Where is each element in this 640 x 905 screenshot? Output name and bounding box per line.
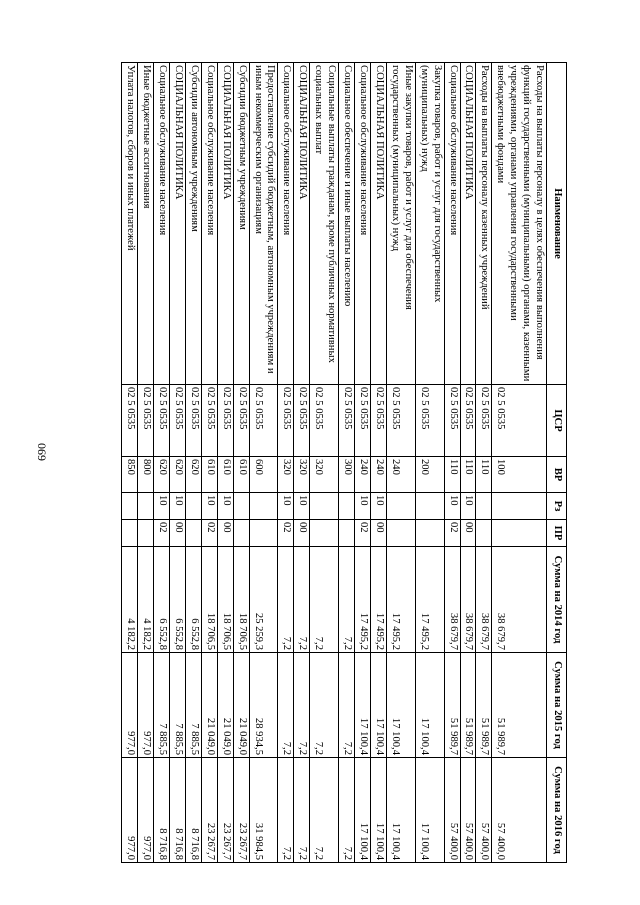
header-name: Наименование [547, 63, 567, 385]
cell-name: Социальное обслуживание населения [355, 63, 371, 385]
table-row [217, 63, 233, 863]
cell-vr: 240 [386, 457, 415, 493]
cell-vr: 300 [339, 457, 355, 493]
cell-rz: 10 [371, 493, 387, 520]
cell-pr: 02 [444, 520, 460, 547]
cell-csr: 02 5 0535 [154, 385, 170, 457]
header-csr: ЦСР [547, 385, 567, 457]
cell-y2015: 51 989,7 [444, 653, 460, 758]
cell-y2014: 18 706,5 [201, 547, 217, 653]
cell-csr: 02 5 0535 [476, 385, 492, 457]
cell-name: Социальное обслуживание населения [278, 63, 294, 385]
header-rz: Рз [547, 493, 567, 520]
cell-y2016: 17 100,4 [386, 758, 415, 863]
cell-csr: 02 5 0535 [492, 385, 547, 457]
cell-csr: 02 5 0535 [233, 385, 249, 457]
cell-name: СОЦИАЛЬНАЯ ПОЛИТИКА [294, 63, 310, 385]
page-number: 690 [34, 443, 49, 461]
cell-name: Закупка товаров, работ и услуг для государственных (муниципальных) нужд [415, 63, 444, 385]
table-row [233, 63, 249, 863]
cell-y2016: 23 267,7 [217, 758, 233, 863]
cell-csr: 02 5 0535 [460, 385, 476, 457]
cell-y2016: 8 716,8 [154, 758, 170, 863]
table-row [339, 63, 355, 863]
table-row [278, 63, 294, 863]
cell-y2015: 7 885,5 [185, 653, 201, 758]
cell-y2016: 17 100,4 [355, 758, 371, 863]
cell-y2014: 25 259,3 [249, 547, 278, 653]
cell-y2016: 977,0 [122, 758, 138, 863]
cell-vr: 620 [170, 457, 186, 493]
cell-vr: 850 [122, 457, 138, 493]
cell-vr: 320 [278, 457, 294, 493]
cell-y2014: 17 495,2 [415, 547, 444, 653]
cell-y2014: 17 495,2 [386, 547, 415, 653]
cell-pr: 00 [371, 520, 387, 547]
cell-y2016: 23 267,7 [201, 758, 217, 863]
cell-y2014: 7,2 [294, 547, 310, 653]
table-row [201, 63, 217, 863]
cell-pr: 02 [201, 520, 217, 547]
cell-y2014: 38 679,7 [492, 547, 547, 653]
cell-y2014: 6 552,8 [154, 547, 170, 653]
cell-y2015: 21 049,0 [201, 653, 217, 758]
cell-pr [249, 520, 278, 547]
table-row [185, 63, 201, 863]
cell-pr: 00 [460, 520, 476, 547]
table-row [154, 63, 170, 863]
cell-y2014: 38 679,7 [460, 547, 476, 653]
header-vr: ВР [547, 457, 567, 493]
cell-vr: 110 [476, 457, 492, 493]
cell-csr: 02 5 0535 [294, 385, 310, 457]
cell-y2015: 7,2 [310, 653, 339, 758]
cell-name: СОЦИАЛЬНАЯ ПОЛИТИКА [170, 63, 186, 385]
cell-pr [415, 520, 444, 547]
cell-csr: 02 5 0535 [371, 385, 387, 457]
cell-rz: 10 [217, 493, 233, 520]
cell-csr: 02 5 0535 [170, 385, 186, 457]
cell-rz: 10 [170, 493, 186, 520]
cell-csr: 02 5 0535 [444, 385, 460, 457]
cell-rz: 10 [294, 493, 310, 520]
cell-csr: 02 5 0535 [415, 385, 444, 457]
cell-vr: 110 [460, 457, 476, 493]
cell-rz: 10 [201, 493, 217, 520]
cell-vr: 620 [154, 457, 170, 493]
cell-pr [476, 520, 492, 547]
cell-rz [122, 493, 138, 520]
cell-y2016: 8 716,8 [185, 758, 201, 863]
table-body [122, 63, 547, 863]
cell-y2016: 7,2 [294, 758, 310, 863]
cell-pr [233, 520, 249, 547]
cell-vr: 620 [185, 457, 201, 493]
cell-pr [310, 520, 339, 547]
cell-vr: 200 [415, 457, 444, 493]
cell-y2016: 7,2 [339, 758, 355, 863]
cell-y2015: 7,2 [294, 653, 310, 758]
cell-rz [233, 493, 249, 520]
cell-pr [339, 520, 355, 547]
cell-rz [185, 493, 201, 520]
cell-vr: 600 [249, 457, 278, 493]
cell-rz: 10 [460, 493, 476, 520]
cell-y2016: 31 984,5 [249, 758, 278, 863]
header-2015: Сумма на 2015 год [547, 653, 567, 758]
cell-rz [310, 493, 339, 520]
cell-y2015: 17 100,4 [371, 653, 387, 758]
cell-name: Иные закупки товаров, работ и услуг для обеспечения государственных (муниципальных) нужд [386, 63, 415, 385]
cell-pr: 00 [217, 520, 233, 547]
cell-y2015: 17 100,4 [355, 653, 371, 758]
cell-csr: 02 5 0535 [201, 385, 217, 457]
table-row [122, 63, 138, 863]
cell-csr: 02 5 0535 [122, 385, 138, 457]
cell-y2015: 28 934,5 [249, 653, 278, 758]
header-pr: ПР [547, 520, 567, 547]
cell-csr: 02 5 0535 [339, 385, 355, 457]
cell-vr: 100 [492, 457, 547, 493]
cell-vr: 240 [371, 457, 387, 493]
cell-pr: 02 [154, 520, 170, 547]
cell-name: Субсидии автономным учреждениям [185, 63, 201, 385]
cell-y2014: 18 706,5 [217, 547, 233, 653]
cell-y2016: 977,0 [138, 758, 154, 863]
cell-csr: 02 5 0535 [278, 385, 294, 457]
table-row [476, 63, 492, 863]
cell-pr: 00 [294, 520, 310, 547]
cell-name: Предоставление субсидий бюджетным, автономным учреждениям и иным некоммерческим организациям [249, 63, 278, 385]
cell-vr: 610 [217, 457, 233, 493]
cell-rz [476, 493, 492, 520]
table-row [460, 63, 476, 863]
table-row [138, 63, 154, 863]
cell-vr: 320 [294, 457, 310, 493]
cell-vr: 610 [201, 457, 217, 493]
cell-csr: 02 5 0535 [355, 385, 371, 457]
cell-y2016: 7,2 [310, 758, 339, 863]
cell-pr [138, 520, 154, 547]
cell-y2015: 7,2 [339, 653, 355, 758]
cell-csr: 02 5 0535 [185, 385, 201, 457]
cell-name: Уплата налогов, сборов и иных платежей [122, 63, 138, 385]
cell-rz: 10 [355, 493, 371, 520]
table-row [170, 63, 186, 863]
cell-pr [185, 520, 201, 547]
cell-vr: 240 [355, 457, 371, 493]
cell-rz [415, 493, 444, 520]
cell-pr: 02 [355, 520, 371, 547]
cell-y2015: 51 989,7 [460, 653, 476, 758]
cell-y2014: 4 182,2 [138, 547, 154, 653]
budget-table-container [121, 62, 567, 862]
table-row [444, 63, 460, 863]
cell-name: Субсидии бюджетным учреждениям [233, 63, 249, 385]
cell-rz: 10 [154, 493, 170, 520]
cell-rz [386, 493, 415, 520]
cell-y2014: 18 706,5 [233, 547, 249, 653]
cell-pr: 00 [170, 520, 186, 547]
cell-pr: 02 [278, 520, 294, 547]
table-row [371, 63, 387, 863]
table-row [415, 63, 444, 863]
cell-y2014: 17 495,2 [355, 547, 371, 653]
cell-y2016: 17 100,4 [371, 758, 387, 863]
cell-y2014: 38 679,7 [476, 547, 492, 653]
cell-csr: 02 5 0535 [386, 385, 415, 457]
cell-name: СОЦИАЛЬНАЯ ПОЛИТИКА [460, 63, 476, 385]
cell-rz [492, 493, 547, 520]
table-row [249, 63, 278, 863]
cell-y2016: 8 716,8 [170, 758, 186, 863]
cell-y2014: 7,2 [310, 547, 339, 653]
table-row [386, 63, 415, 863]
cell-y2015: 21 049,0 [217, 653, 233, 758]
cell-pr [122, 520, 138, 547]
table-header-row [547, 63, 567, 863]
cell-vr: 610 [233, 457, 249, 493]
cell-csr: 02 5 0535 [249, 385, 278, 457]
cell-y2015: 51 989,7 [492, 653, 547, 758]
cell-rz: 10 [444, 493, 460, 520]
cell-y2016: 7,2 [278, 758, 294, 863]
cell-vr: 110 [444, 457, 460, 493]
cell-vr: 320 [310, 457, 339, 493]
cell-y2014: 38 679,7 [444, 547, 460, 653]
cell-y2015: 977,0 [138, 653, 154, 758]
cell-csr: 02 5 0535 [217, 385, 233, 457]
table-row [355, 63, 371, 863]
cell-name: СОЦИАЛЬНАЯ ПОЛИТИКА [217, 63, 233, 385]
cell-y2015: 7 885,5 [154, 653, 170, 758]
header-2014: Сумма на 2014 год [547, 547, 567, 653]
cell-y2015: 17 100,4 [415, 653, 444, 758]
cell-y2014: 4 182,2 [122, 547, 138, 653]
cell-vr: 800 [138, 457, 154, 493]
cell-csr: 02 5 0535 [310, 385, 339, 457]
cell-y2014: 7,2 [339, 547, 355, 653]
cell-y2016: 57 400,0 [492, 758, 547, 863]
cell-pr [386, 520, 415, 547]
cell-rz [339, 493, 355, 520]
cell-name: Социальные выплаты гражданам, кроме публичных нормативных социальных выплат [310, 63, 339, 385]
cell-y2015: 7,2 [278, 653, 294, 758]
cell-y2016: 57 400,0 [444, 758, 460, 863]
cell-name: Иные бюджетные ассигнования [138, 63, 154, 385]
cell-y2014: 17 495,2 [371, 547, 387, 653]
cell-y2015: 17 100,4 [386, 653, 415, 758]
cell-y2015: 51 989,7 [476, 653, 492, 758]
table-row [294, 63, 310, 863]
cell-y2014: 6 552,8 [185, 547, 201, 653]
cell-rz [249, 493, 278, 520]
table-row [310, 63, 339, 863]
cell-y2016: 57 400,0 [476, 758, 492, 863]
cell-name: Социальное обслуживание населения [444, 63, 460, 385]
cell-pr [492, 520, 547, 547]
cell-name: Социальное обеспечение и иные выплаты населению [339, 63, 355, 385]
cell-y2015: 7 885,5 [170, 653, 186, 758]
cell-rz: 10 [278, 493, 294, 520]
cell-name: Расходы на выплаты персоналу казенных учреждений [476, 63, 492, 385]
cell-y2014: 6 552,8 [170, 547, 186, 653]
cell-name: Социальное обслуживание населения [201, 63, 217, 385]
cell-name: СОЦИАЛЬНАЯ ПОЛИТИКА [371, 63, 387, 385]
table-row [492, 63, 547, 863]
cell-y2016: 17 100,4 [415, 758, 444, 863]
cell-y2015: 21 049,0 [233, 653, 249, 758]
cell-name: Социальное обслуживание населения [154, 63, 170, 385]
header-2016: Сумма на 2016 год [547, 758, 567, 863]
cell-y2016: 23 267,7 [233, 758, 249, 863]
cell-name: Расходы на выплаты персоналу в целях обеспечения выполнения функций государственными (муниципальными) органами, казенными учреждениями, органами управления государственными внебюджетными фондами [492, 63, 547, 385]
budget-table [121, 62, 567, 863]
cell-csr: 02 5 0535 [138, 385, 154, 457]
cell-y2016: 57 400,0 [460, 758, 476, 863]
cell-rz [138, 493, 154, 520]
cell-y2015: 977,0 [122, 653, 138, 758]
cell-y2014: 7,2 [278, 547, 294, 653]
